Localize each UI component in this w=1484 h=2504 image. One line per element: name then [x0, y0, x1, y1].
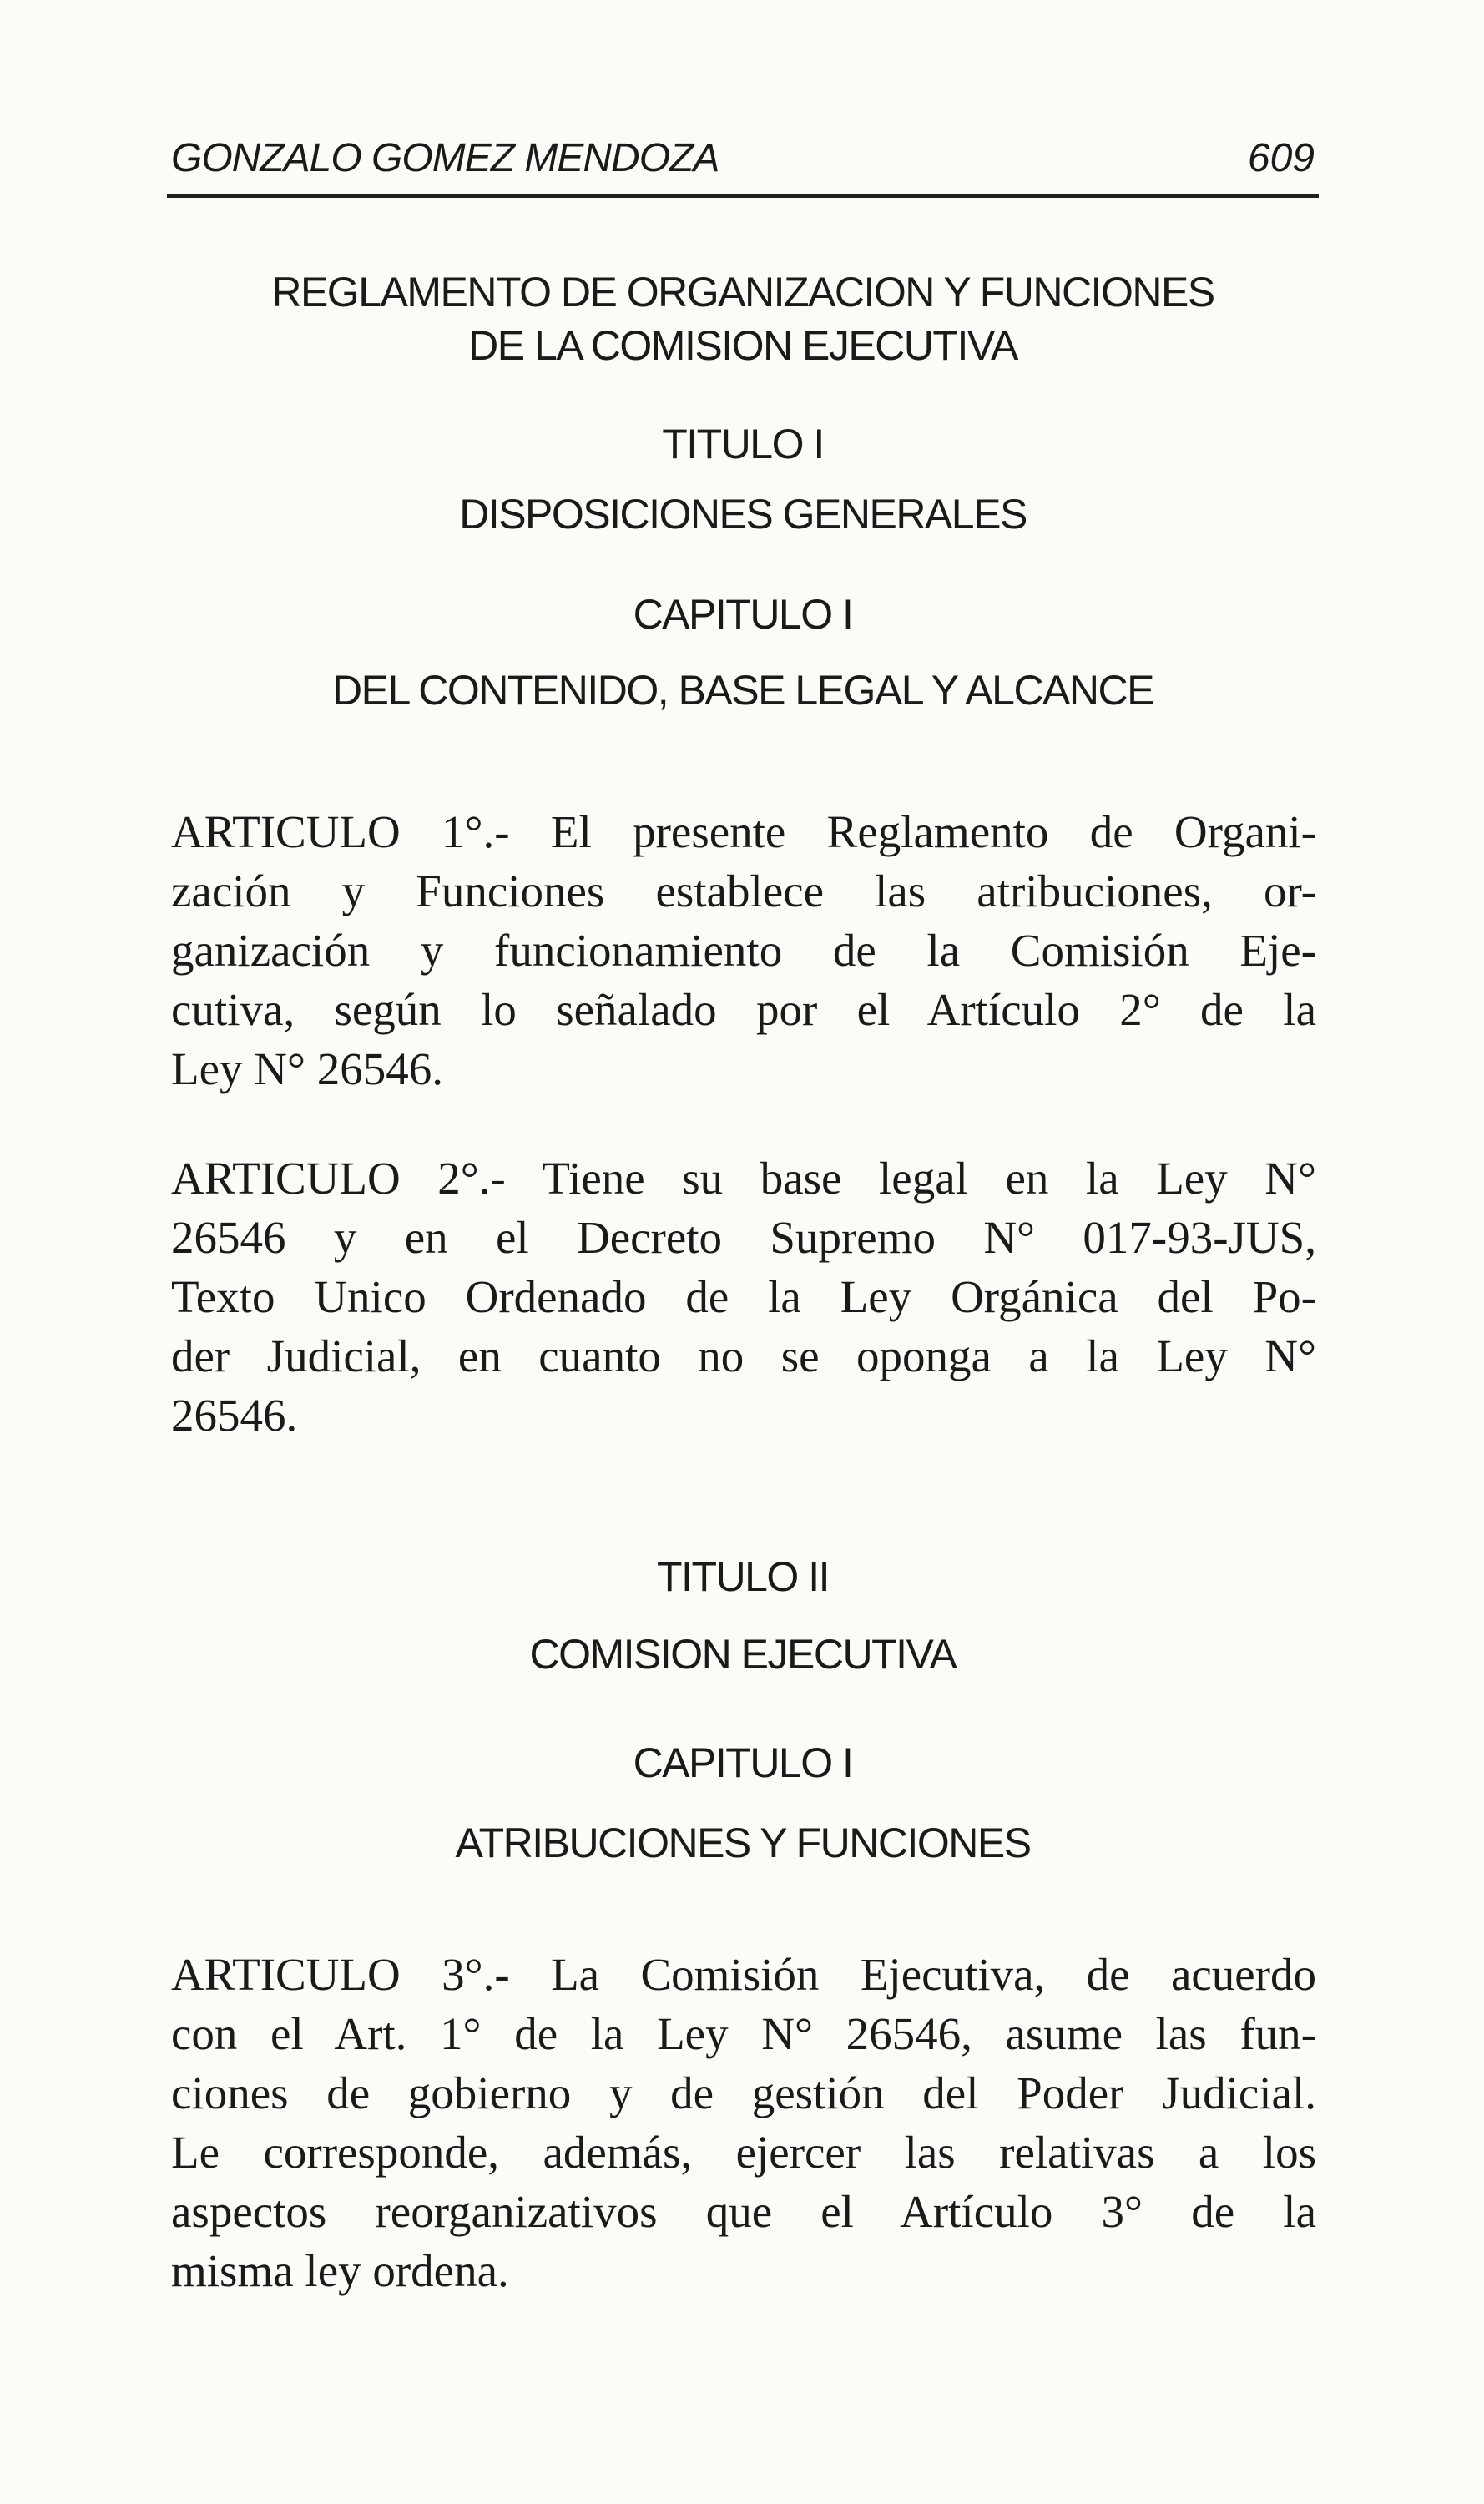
title-i-heading: TITULO I	[662, 421, 824, 467]
article-3-line: aspectos reorganizativos que el Artículo 3° de la	[171, 2186, 1316, 2237]
general-provisions-heading: DISPOSICIONES GENERALES	[459, 491, 1027, 538]
article-3-line: misma ley ordena.	[171, 2245, 509, 2296]
header-rule	[167, 194, 1319, 198]
regulation-title-line-2: DE LA COMISION EJECUTIVA	[468, 322, 1017, 369]
article-1	[171, 802, 1316, 1098]
page-number: 609	[1247, 136, 1315, 180]
title-ii-heading: TITULO II	[657, 1553, 829, 1600]
article-3-line: Le corresponde, además, ejercer las relativas a los	[171, 2127, 1316, 2178]
chapter-i-heading: CAPITULO I	[633, 591, 853, 638]
article-1-line: ganización y funcionamiento de la Comisión Eje-	[171, 925, 1316, 976]
article-1-line: Ley N° 26546.	[171, 1043, 443, 1094]
regulation-title-line-1: REGLAMENTO DE ORGANIZACION Y FUNCIONES	[271, 269, 1214, 316]
article-2-line: ARTICULO 2°.- Tiene su base legal en la Ley N°	[171, 1153, 1316, 1204]
article-2	[171, 1149, 1316, 1445]
article-2-line: 26546 y en el Decreto Supremo N° 017-93-JUS,	[171, 1212, 1316, 1263]
content-basis-scope-heading: DEL CONTENIDO, BASE LEGAL Y ALCANCE	[332, 667, 1153, 714]
article-3-line: ciones de gobierno y de gestión del Poder Judicial.	[171, 2067, 1316, 2118]
chapter-i-heading-2: CAPITULO I	[633, 1739, 853, 1786]
article-1-line: cutiva, según lo señalado por el Artículo 2° de la	[171, 984, 1316, 1035]
executive-commission-heading: COMISION EJECUTIVA	[529, 1631, 957, 1678]
powers-functions-heading: ATRIBUCIONES Y FUNCIONES	[455, 1820, 1031, 1866]
article-3-line: con el Art. 1° de la Ley N° 26546, asume las fun-	[171, 2008, 1316, 2059]
article-3-line: ARTICULO 3°.- La Comisión Ejecutiva, de acuerdo	[171, 1949, 1316, 2000]
header-author: GONZALO GOMEZ MENDOZA	[171, 136, 719, 180]
running-header	[171, 134, 1315, 199]
article-2-line: der Judicial, en cuanto no se oponga a la Ley N°	[171, 1330, 1316, 1381]
article-2-line: 26546.	[171, 1390, 298, 1441]
article-1-line: zación y Funciones establece las atribuciones, or-	[171, 866, 1316, 916]
article-1-line: ARTICULO 1°.- El presente Reglamento de Organi-	[171, 806, 1316, 857]
article-2-line: Texto Unico Ordenado de la Ley Orgánica del Po-	[171, 1271, 1316, 1322]
article-3	[171, 1945, 1316, 2300]
